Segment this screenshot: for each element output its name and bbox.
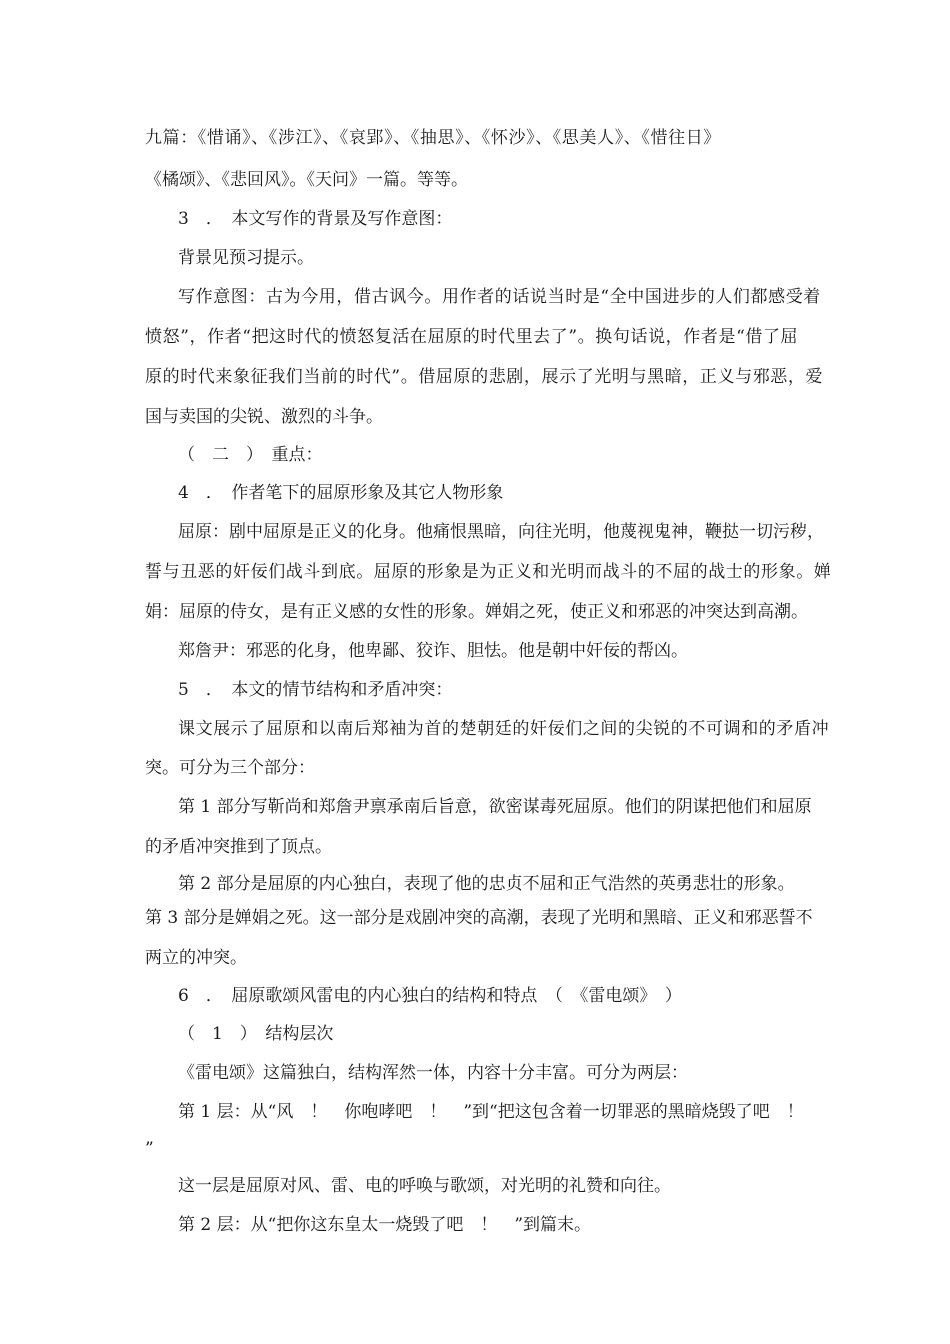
section-heading: 6 ． 屈原歌颂风雷电的内心独白的结构和特点 （ 《雷电颂》 ） <box>178 986 682 1006</box>
text-line: 第 3 部分是婵娟之死。这一部分是戏剧冲突的高潮，表现了光明和黑暗、正义和邪恶誓不 <box>145 908 813 928</box>
text-line: 国与卖国的尖锐、激烈的斗争。 <box>145 407 383 427</box>
text-line: 誓与丑恶的奸佞们战斗到底。屈原的形象是为正义和光明而战斗的不屈的战士的形象。婵 <box>145 562 832 582</box>
section-heading: （ 二 ） 重点： <box>178 445 323 465</box>
text-line: 的矛盾冲突推到了顶点。 <box>145 837 332 857</box>
text-line: ” <box>145 1139 154 1159</box>
subsection-heading: （ 1 ） 结构层次 <box>178 1024 334 1044</box>
text-line: 第 1 部分写靳尚和郑詹尹禀承南后旨意，欲密谋毒死屈原。他们的阴谋把他们和屈原 <box>178 797 812 817</box>
text-line: 郑詹尹：邪恶的化身，他卑鄙、狡诈、胆怯。他是朝中奸佞的帮凶。 <box>178 641 688 661</box>
text-line: 第 2 层：从“把你这东皇太一烧毁了吧 ！ ”到篇末。 <box>178 1215 592 1235</box>
text-line: 第 1 层：从“风 ！ 你咆哮吧 ！ ”到“把这包含着一切罪恶的黑暗烧毁了吧 ！ <box>178 1102 804 1122</box>
text-line: 《橘颂》、《悲回风》。《天问》一篇。等等。 <box>145 170 468 190</box>
text-line: 写作意图：古为今用，借古讽今。用作者的话说当时是“全中国进步的人们都感受着 <box>178 287 821 307</box>
text-line: 第 2 部分是屈原的内心独白，表现了他的忠贞不屈和正气浩然的英勇悲壮的形象。 <box>178 874 795 894</box>
text-line: 娟：屈原的侍女，是有正义感的女性的形象。婵娟之死，使正义和邪恶的冲突达到高潮。 <box>145 602 808 622</box>
text-line: 九篇：《惜诵》、《涉江》、《哀郢》、《抽思》、《怀沙》、《思美人》、《惜往日》 <box>145 128 721 148</box>
text-line: 课文展示了屈原和以南后郑袖为首的楚朝廷的奸佞们之间的尖锐的不可调和的矛盾冲 <box>178 719 830 739</box>
text-line: 《雷电颂》这篇独白，结构浑然一体，内容十分丰富。可分为两层： <box>178 1063 688 1083</box>
section-heading: 3 ． 本文写作的背景及写作意图： <box>178 209 453 229</box>
text-line: 这一层是屈原对风、雷、电的呼唤与歌颂，对光明的礼赞和向往。 <box>178 1176 671 1196</box>
section-heading: 4 ． 作者笔下的屈原形象及其它人物形象 <box>178 483 504 503</box>
text-line: 原的时代来象征我们当前的时代”。借屈原的悲剧，展示了光明与黑暗，正义与邪恶，爱 <box>145 367 824 387</box>
section-heading: 5 ． 本文的情节结构和矛盾冲突： <box>178 680 453 700</box>
text-line: 背景见预习提示。 <box>178 248 314 268</box>
text-line: 屈原：剧中屈原是正义的化身。他痛恨黑暗，向往光明，他蔑视鬼神，鞭挞一切污秽， <box>178 522 824 542</box>
text-line: 突。可分为三个部分： <box>145 758 315 778</box>
text-line: 两立的冲突。 <box>145 948 247 968</box>
text-line: 愤怒”，作者“把这时代的愤怒复活在屈原的时代里去了”。换句话说，作者是“借了屈 <box>145 327 799 347</box>
